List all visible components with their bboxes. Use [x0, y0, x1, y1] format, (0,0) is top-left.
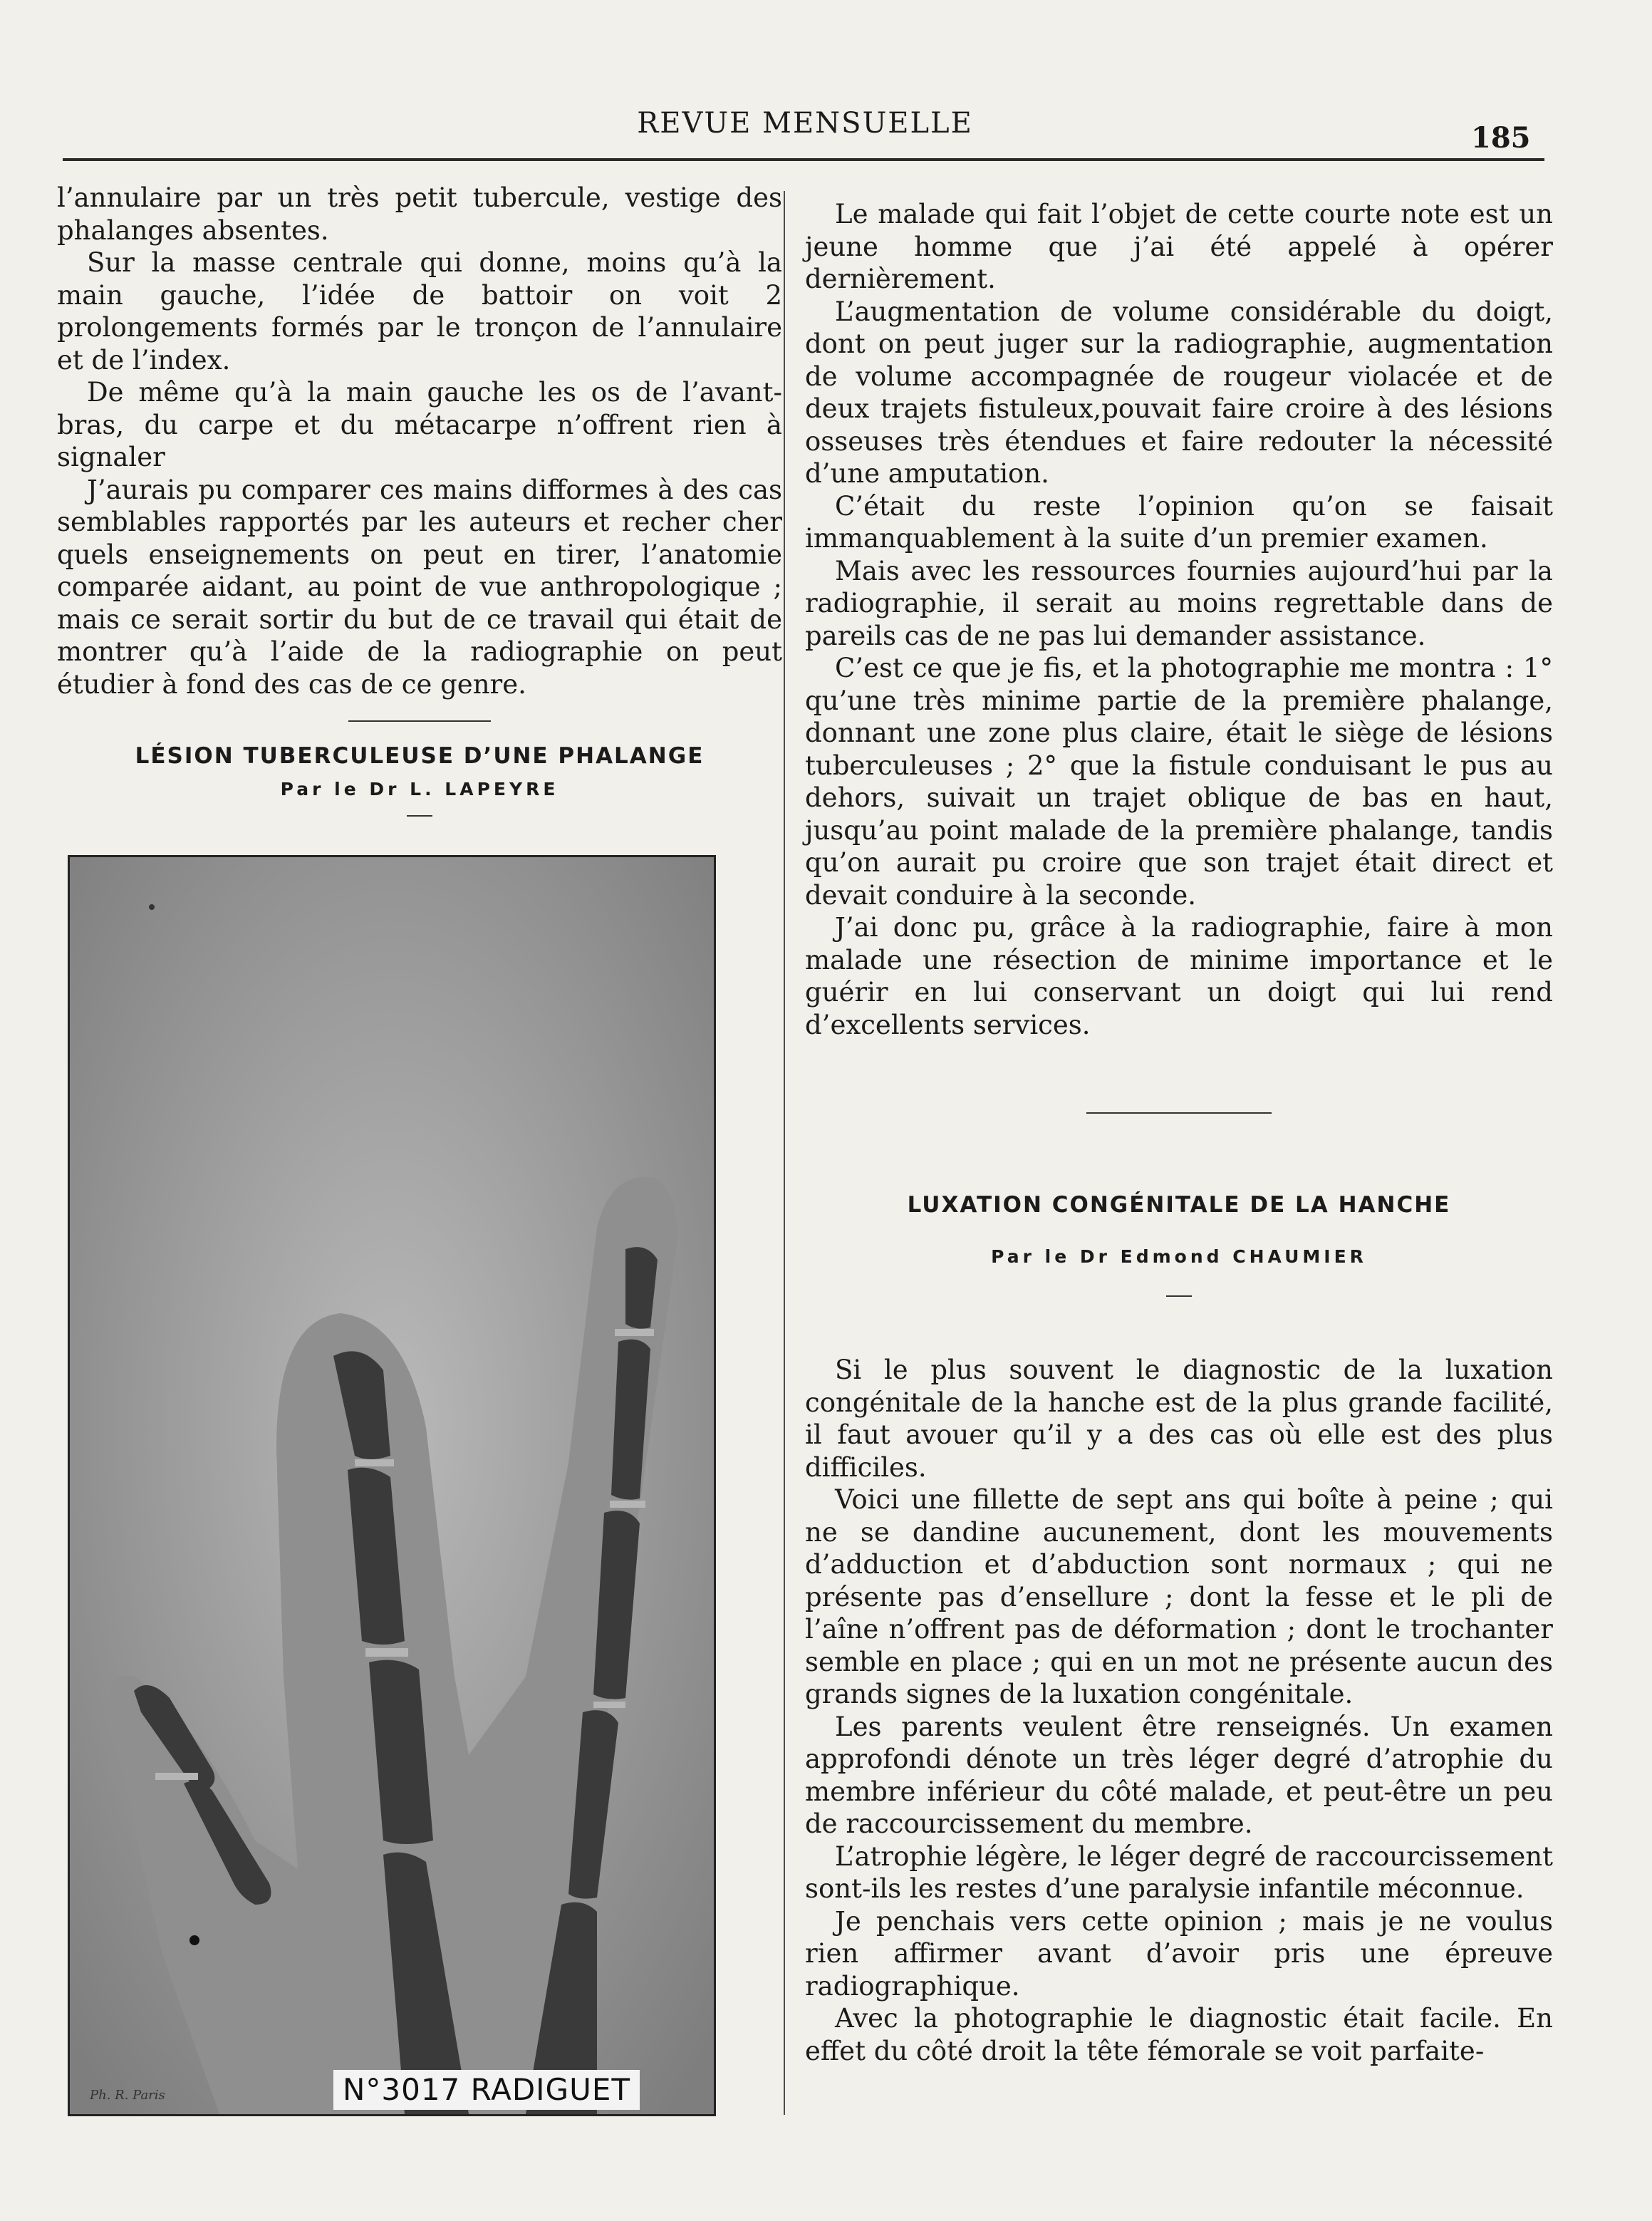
paragraph: Sur la masse centrale qui donne, moins qu’à la main gauche, l’idée de battoir on voit 2 prolongements formés par le tronçon de l’annulaire et de l’index. — [57, 247, 782, 376]
hand-radiograph — [68, 855, 716, 2116]
paragraph: l’annulaire par un très petit tubercule, vestige des phalanges absentes. — [57, 182, 782, 246]
paragraph: L’atrophie légère, le léger degré de raccourcissement sont-ils les restes d’une paralysie infantile méconnue. — [805, 1841, 1553, 1904]
left-column — [57, 182, 782, 817]
paragraph: Le malade qui fait l’objet de cette courte note est un jeune homme que j’ai été appelé à opérer dernièrement. — [805, 199, 1553, 294]
paragraph: C’est ce que je fis, et la photographie me montra : 1° qu’une très minime partie de la première phalange, donnant une zone plus claire, était le siège de lésions tuberculeuses ; 2° que la fistule conduisant le pus au dehors, suivait un trajet oblique de bas en haut, jusqu’au point malade de la première phalange, tandis qu’on aurait pu croire que son trajet était direct et devait conduire à la seconde. — [805, 653, 1553, 911]
paragraph: L’augmentation de volume considérable du doigt, dont on peut juger sur la radiographie, augmentation de volume accompagnée de rougeur violacée et de deux trajets fistuleux,pouvait faire croire à des lésions osseuses très étendues et faire redouter la nécessité d’une amputation. — [805, 296, 1553, 489]
photographer-credit: Ph. R. Paris — [90, 2088, 165, 2103]
right-column — [805, 198, 1553, 2067]
article-body — [805, 1354, 1553, 2067]
header-rule — [63, 158, 1544, 161]
article-byline: Par le Dr L. LAPEYRE — [280, 779, 559, 799]
figure-caption: N°3017 RADIGUET — [333, 2070, 640, 2110]
paragraph: Si le plus souvent le diagnostic de la luxation congénitale de la hanche est de la plus grande facilité, il faut avouer qu’il y a des cas où elle est des plus difficiles. — [805, 1355, 1553, 1483]
paragraph: Mais avec les ressources fournies aujourd’hui par la radiographie, il serait au moins regrettable dans de pareils cas de ne pas lui demander assistance. — [805, 555, 1553, 651]
paragraph: Voici une fillette de sept ans qui boîte à peine ; qui ne se dandine aucunement, dont les mouvements d’adduction et d’abduction sont normaux ; qui ne présente pas d’ensellure ; dont la fesse et le pli de l’aîne n’offrent pas de déformation ; dont le trochanter semble en place ; qui en un mot ne présente aucun des grands signes de la luxation congénitale. — [805, 1484, 1553, 1709]
paragraph: Je penchais vers cette opinion ; mais je ne voulus rien affirmer avant d’avoir pris une épreuve radiographique. — [805, 1905, 1553, 2002]
column-divider — [784, 191, 785, 2115]
paragraph: C’était du reste l’opinion qu’on se faisait immanquablement à la suite d’un premier examen. — [805, 490, 1553, 554]
paragraph: Les parents veulent être renseignés. Un examen approfondi dénote un très léger degré d’atrophie du membre inférieur du côté malade, et peut-être un peu de raccourcissement du membre. — [805, 1711, 1553, 1839]
paragraph: J’aurais pu comparer ces mains difformes à des cas semblables rapportés par les auteurs et recher cher quels enseignements on peut en tirer, l’anatomie comparée aidant, au point de vue anthropologique ; mais ce serait sortir du but de ce travail qui était de montrer qu’à l’aide de la radiographie on peut étudier à fond des cas de ce genre. — [57, 474, 782, 700]
page-number: 185 — [1471, 121, 1531, 155]
title-dash — [407, 815, 432, 817]
section-separator — [1086, 1112, 1272, 1114]
article-title: LÉSION TUBERCULEUSE D’UNE PHALANGE — [135, 743, 705, 769]
paragraph: Avec la photographie le diagnostic était facile. En effet du côté droit la tête fémorale se voit parfaite- — [805, 2003, 1553, 2066]
radiograph-image — [70, 857, 714, 2114]
article-title: LUXATION CONGÉNITALE DE LA HANCHE — [907, 1192, 1451, 1218]
title-dash — [1166, 1295, 1192, 1297]
paragraph: J’ai donc pu, grâce à la radiographie, faire à mon malade une résection de minime importance et le guérir en lui conservant un doigt qui lui rend d’excellents services. — [805, 912, 1553, 1040]
running-title: REVUE MENSUELLE — [637, 107, 973, 140]
paragraph: De même qu’à la main gauche les os de l’avant-bras, du carpe et du métacarpe n’offrent rien à signaler — [57, 377, 782, 472]
section-separator — [348, 720, 491, 722]
article-byline: Par le Dr Edmond CHAUMIER — [991, 1246, 1367, 1267]
